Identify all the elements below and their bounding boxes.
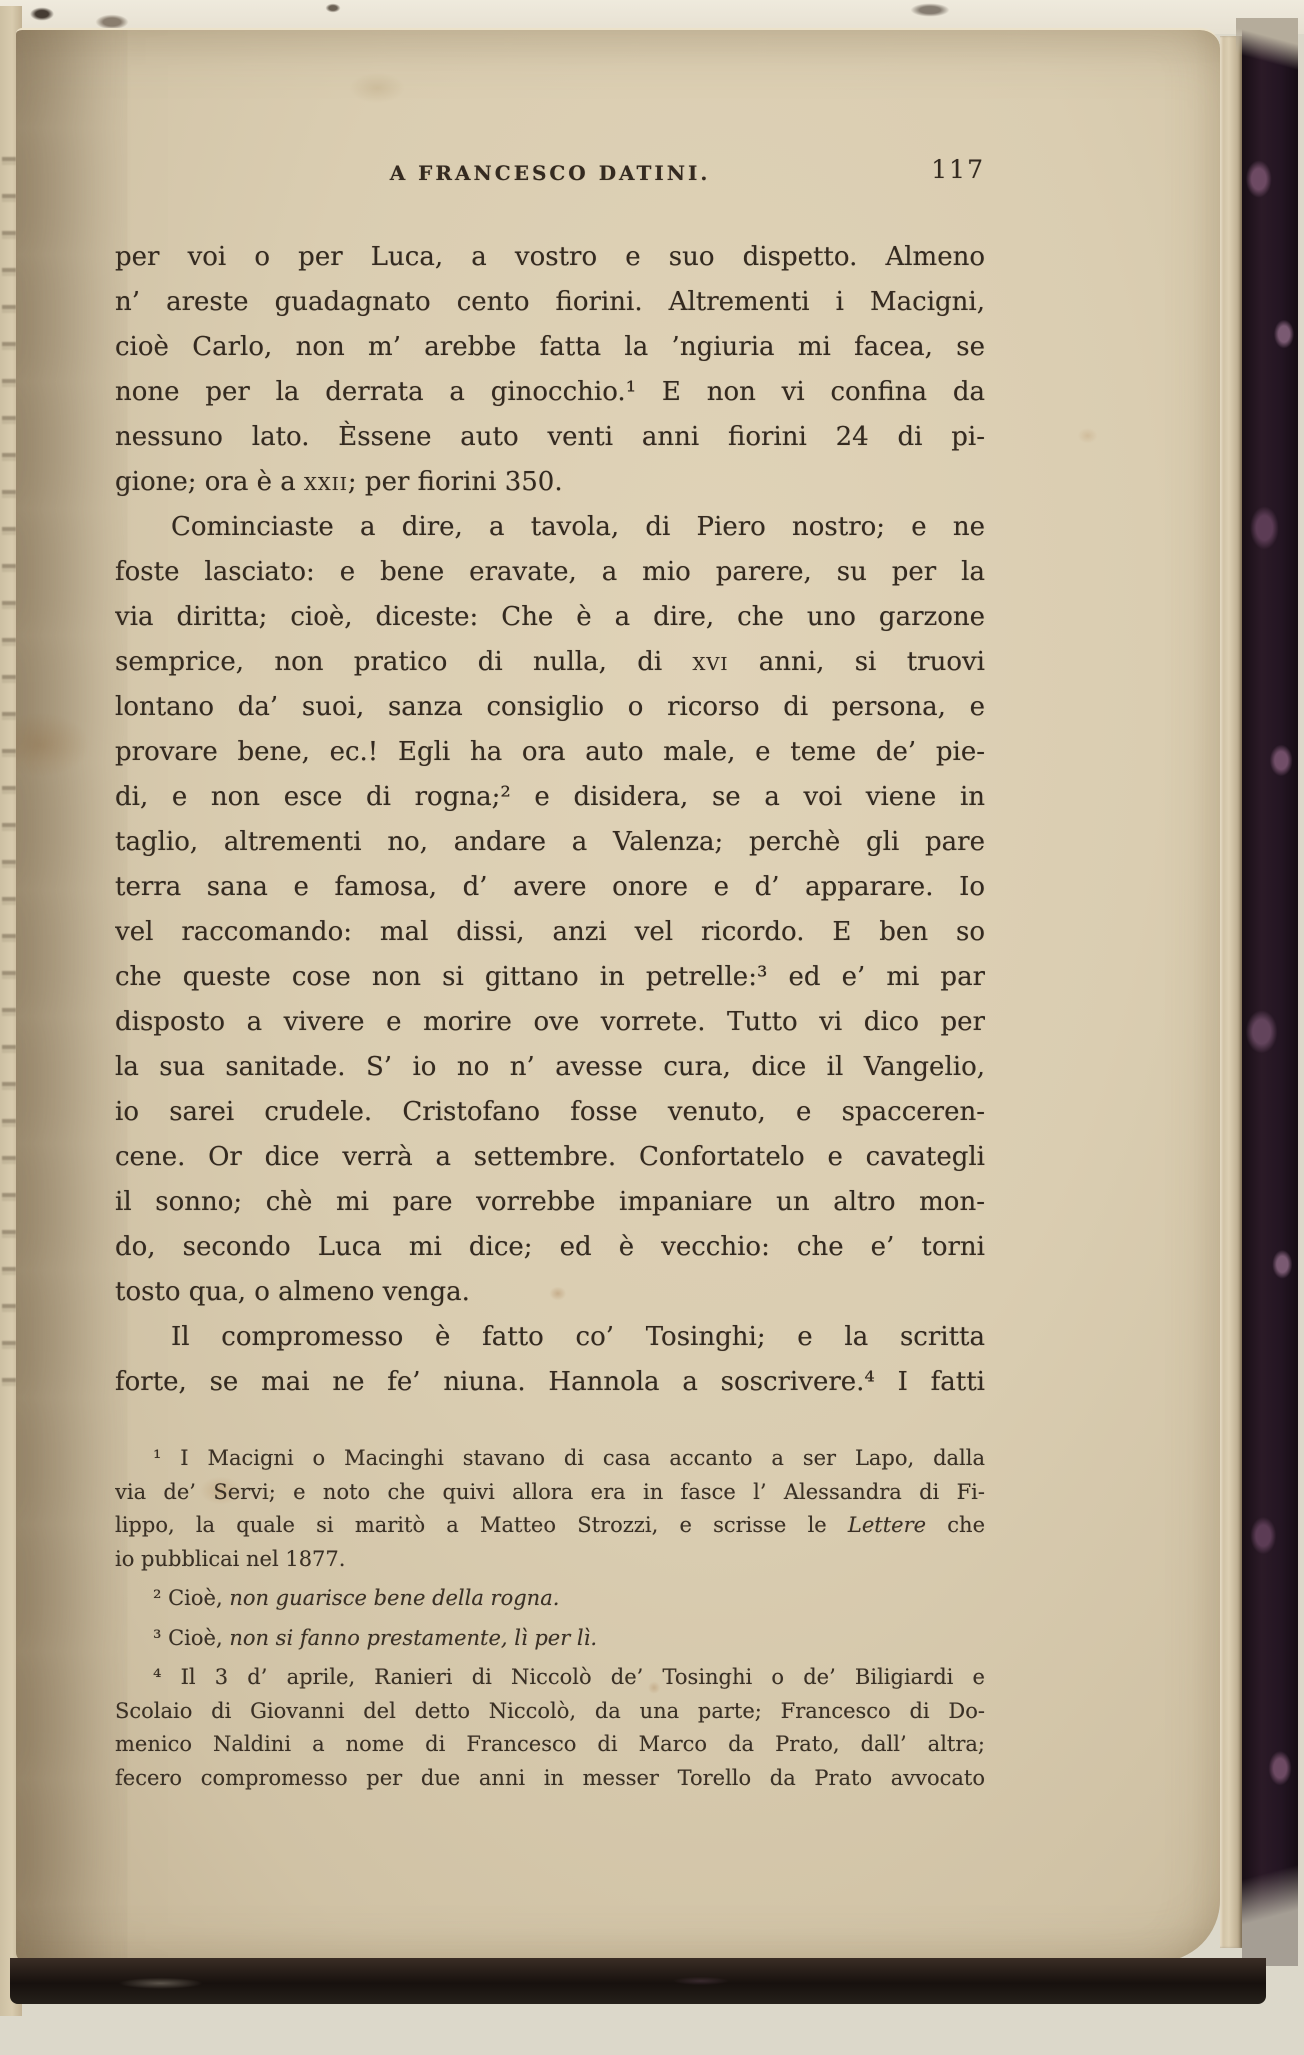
footnote — [115, 1661, 985, 1795]
text-line: Scolaio di Giovanni del detto Niccolò, da una parte; Francesco di Do- — [115, 1698, 985, 1723]
text-line: la sua sanitade. S’ io no n’ avesse cura, dice il Vangelio, — [115, 1052, 985, 1082]
text-line: do, secondo Luca mi dice; ed è vecchio: che e’ torni — [115, 1232, 985, 1262]
text-line: ² Cioè, non guarisce bene della rogna. — [153, 1586, 560, 1610]
body-text — [115, 235, 985, 1405]
footnotes — [115, 1442, 985, 1801]
text-line: ⁴ Il 3 d’ aprile, Ranieri di Niccolò de’ Tosinghi o de’ Biligiardi e — [153, 1665, 985, 1689]
text-line: foste lasciato: e bene eravate, a mio parere, su per la — [115, 557, 985, 587]
text-line: provare bene, ec.! Egli ha ora auto male, e teme de’ pie- — [115, 737, 985, 767]
text-line: lontano da’ suoi, sanza consiglio o ricorso di persona, e — [115, 692, 985, 722]
text-line: io sarei crudele. Cristofano fosse venuto, e spacceren- — [115, 1097, 985, 1127]
text-line: ³ Cioè, non si fanno prestamente, lì per lì. — [153, 1625, 598, 1650]
text-line: per voi o per Luca, a vostro e suo dispetto. Almeno — [115, 242, 985, 272]
text-line: n’ areste guadagnato cento fiorini. Altrementi i Macigni, — [115, 287, 985, 317]
text-line: forte, se mai ne fe’ niuna. Hannola a soscrivere.⁴ I fatti — [115, 1367, 985, 1397]
running-head — [115, 155, 985, 194]
text-line: che queste cose non si gittano in petrelle:³ ed e’ mi par — [115, 962, 985, 992]
page-header-title: A FRANCESCO DATINI. — [389, 161, 711, 185]
text-line: semprice, non pratico di nulla, di xvi anni, si truovi — [115, 647, 985, 677]
text-line: cene. Or dice verrà a settembre. Confortatelo e cavategli — [115, 1142, 985, 1172]
footnote — [115, 1442, 985, 1576]
footnote — [115, 1582, 985, 1616]
text-line: lippo, la quale si maritò a Matteo Strozzi, e scrisse le Lettere che — [115, 1513, 985, 1537]
text-line: di, e non esce di rogna;² e disidera, se a voi viene in — [115, 782, 985, 812]
text-line: via de’ Servi; e noto che quivi allora era in fasce l’ Alessandra di Fi- — [115, 1479, 985, 1504]
text-line: il sonno; chè mi pare vorrebbe impaniare un altro mon- — [115, 1187, 985, 1217]
text-line: Il compromesso è fatto co’ Tosinghi; e la scritta — [171, 1322, 985, 1352]
footnote — [115, 1622, 985, 1656]
page-edges — [1220, 36, 1242, 1948]
text-line: io pubblicai nel 1877. — [115, 1546, 346, 1571]
book-page — [16, 28, 1220, 1962]
text-line: tosto qua, o almeno venga. — [115, 1277, 470, 1307]
text-line: ¹ I Macigni o Macinghi stavano di casa accanto a ser Lapo, dalla — [153, 1446, 985, 1470]
text-line: Cominciaste a dire, a tavola, di Piero nostro; e ne — [171, 512, 985, 542]
text-line: fecero compromesso per due anni in messer Torello da Prato avvocato — [115, 1765, 985, 1790]
text-line: disposto a vivere e morire ove vorrete. Tutto vi dico per — [115, 1007, 985, 1037]
text-line: via diritta; cioè, diceste: Che è a dire, che uno garzone — [115, 602, 985, 632]
book-binding — [1242, 24, 1298, 1962]
text-line: cioè Carlo, non m’ arebbe fatta la ’ngiuria mi facea, se — [115, 332, 985, 362]
text-line: taglio, altrementi no, andare a Valenza; perchè gli pare — [115, 827, 985, 857]
book-bottom-shadow — [10, 1958, 1266, 2004]
text-line: none per la derrata a ginocchio.¹ E non vi confina da — [115, 377, 985, 407]
page-number: 117 — [931, 155, 985, 184]
text-line: vel raccomando: mal dissi, anzi vel ricordo. E ben so — [115, 917, 985, 947]
text-line: gione; ora è a xxii; per fiorini 350. — [115, 467, 563, 497]
text-line: terra sana e famosa, d’ avere onore e d’ apparare. Io — [115, 872, 985, 902]
text-line: menico Naldini a nome di Francesco di Marco da Prato, dall’ altra; — [115, 1732, 985, 1756]
text-line: nessuno lato. Èssene auto venti anni fiorini 24 di pi- — [115, 422, 985, 452]
